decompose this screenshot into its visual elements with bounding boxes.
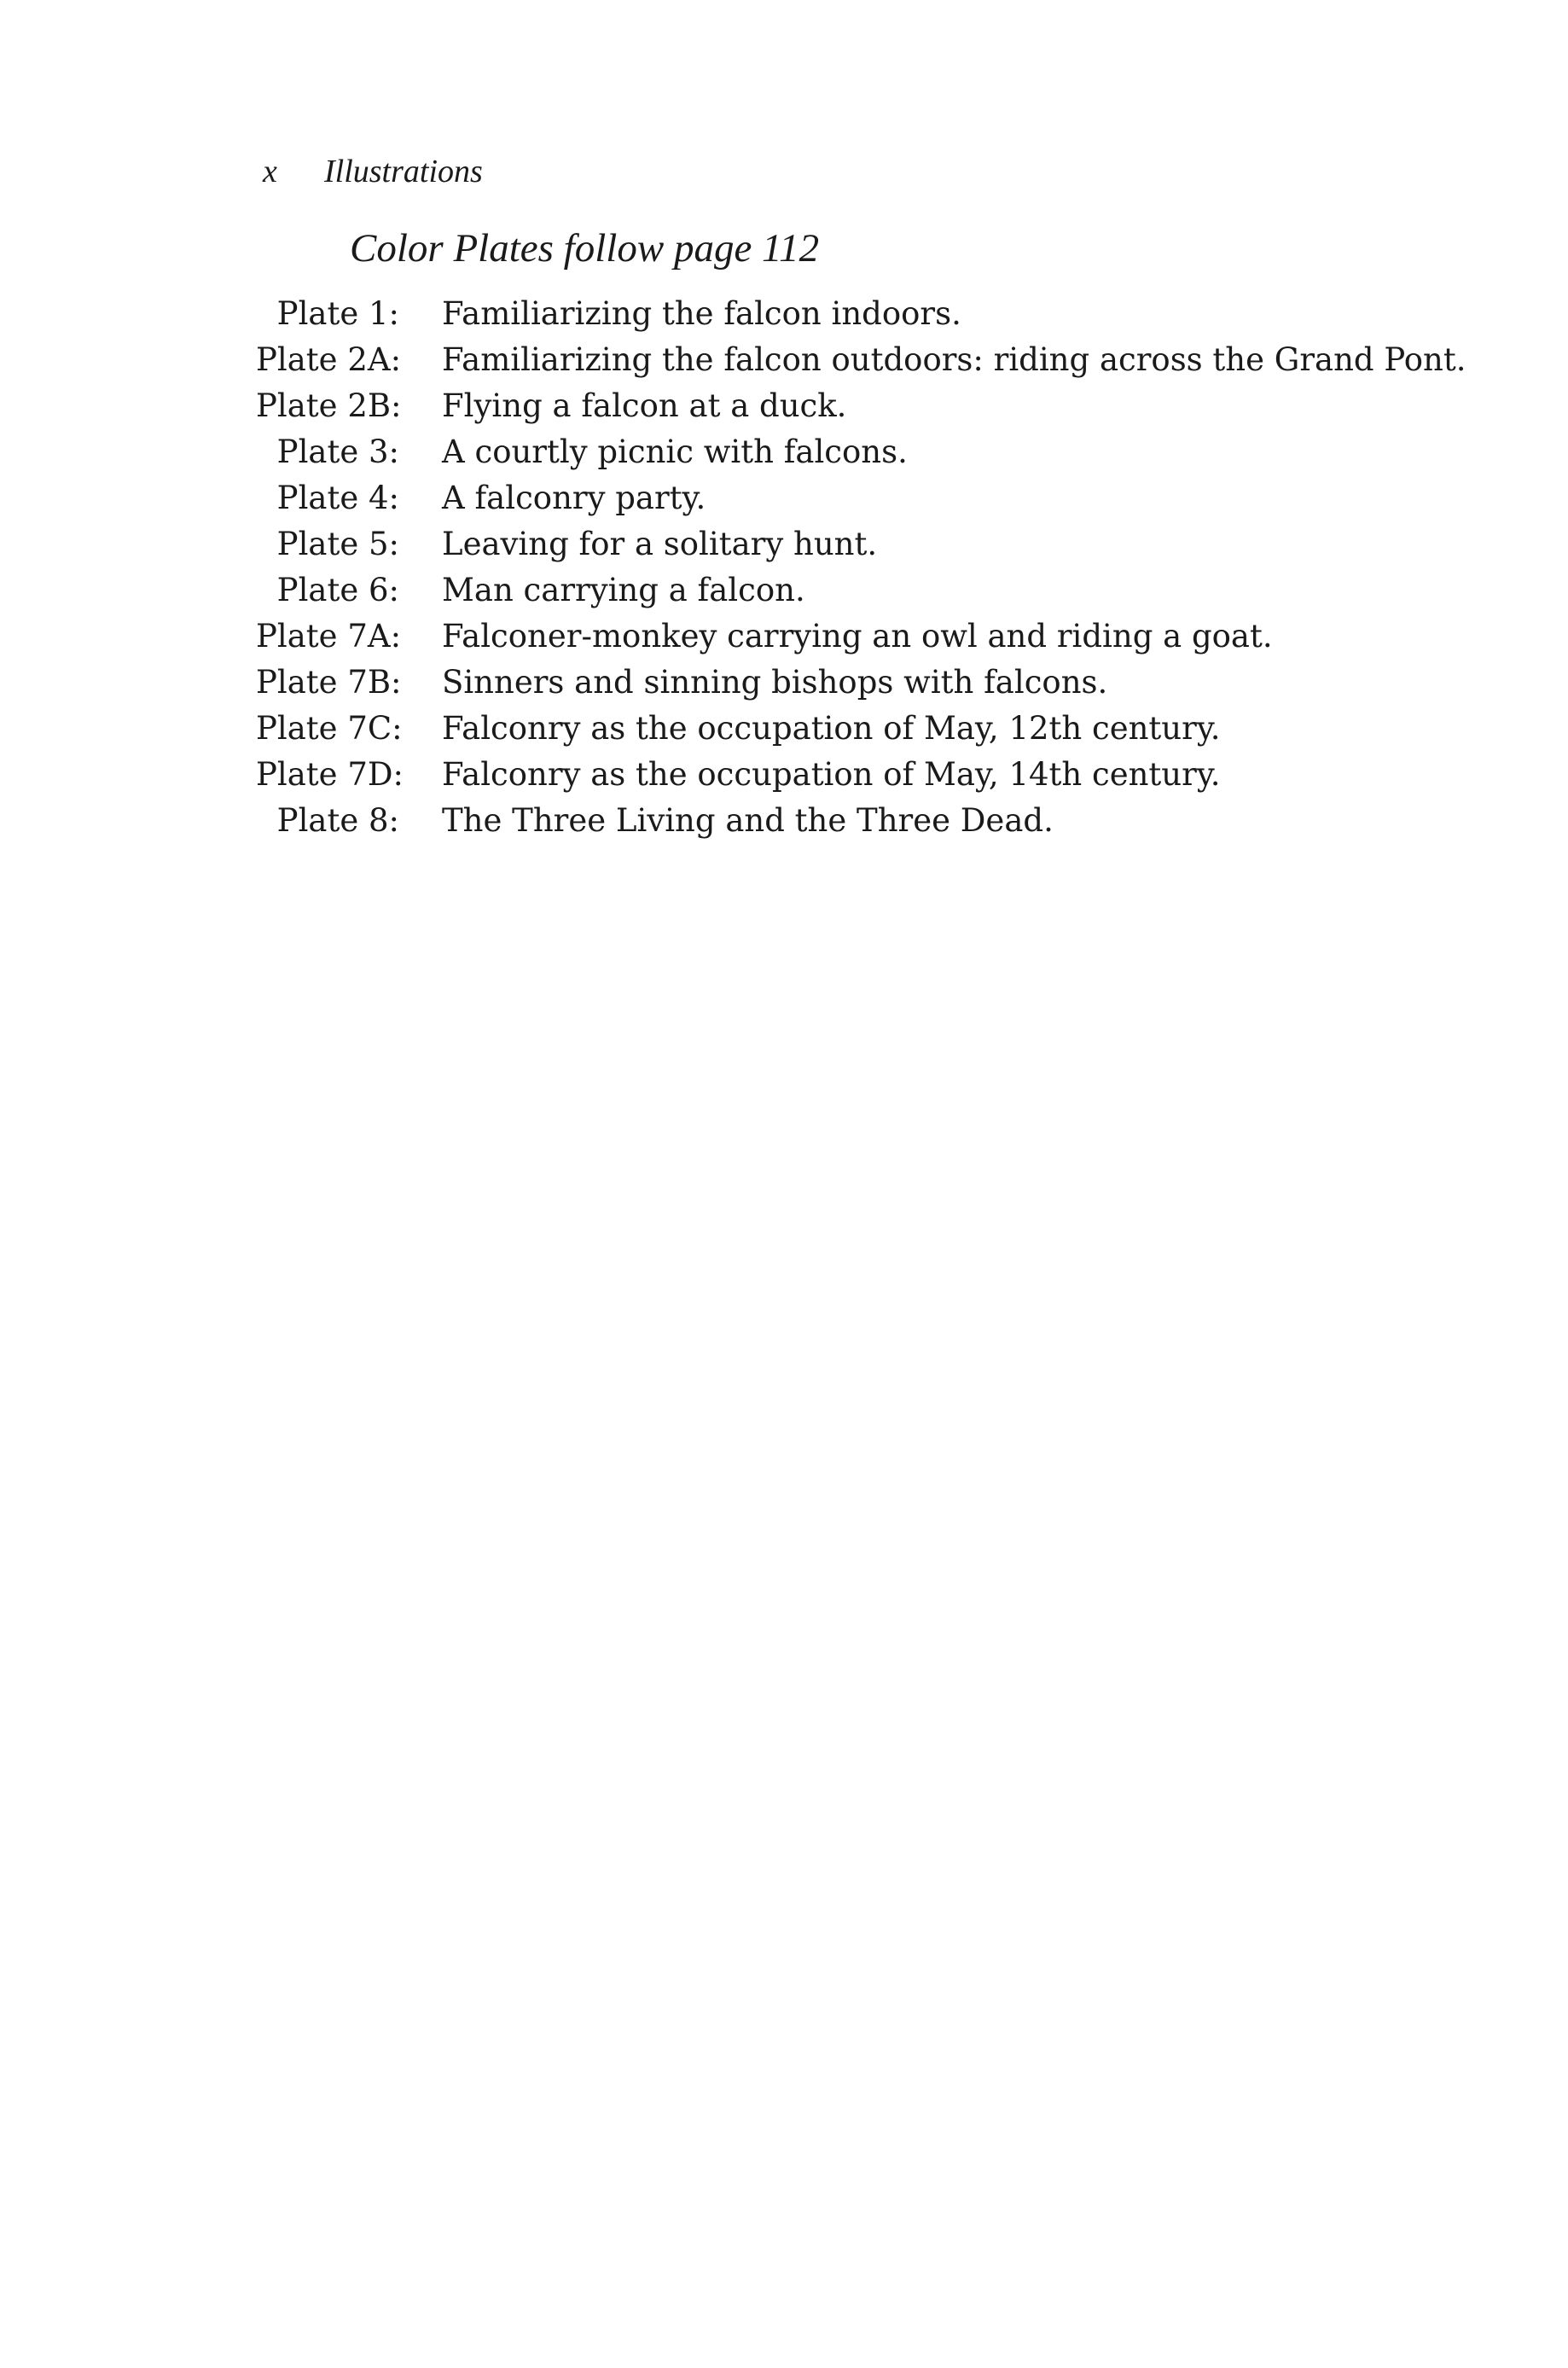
plate-label: Plate 8: xyxy=(276,801,399,839)
plate-caption: The Three Living and the Three Dead. xyxy=(442,801,1054,839)
plate-row xyxy=(256,705,1466,751)
plate-caption: Falconry as the occupation of May, 14th century. xyxy=(442,755,1221,793)
plate-row xyxy=(256,290,1466,336)
plate-label: Plate 6: xyxy=(276,571,399,608)
plate-label: Plate 2B: xyxy=(256,387,402,424)
plate-label: Plate 7B: xyxy=(256,663,402,701)
plate-caption: Falconry as the occupation of May, 12th century. xyxy=(442,709,1221,747)
section-title: Color Plates follow page 112 xyxy=(350,226,820,271)
plate-caption: Leaving for a solitary hunt. xyxy=(442,525,878,562)
plate-label: Plate 4: xyxy=(276,479,399,516)
plate-list xyxy=(256,290,1466,843)
plate-label: Plate 2A: xyxy=(256,340,402,378)
plate-caption: Familiarizing the falcon outdoors: riding across the Grand Pont. xyxy=(442,340,1466,378)
plate-caption: Familiarizing the falcon indoors. xyxy=(442,294,961,332)
plate-row xyxy=(256,474,1466,521)
plate-caption: Falconer-monkey carrying an owl and riding a goat. xyxy=(442,617,1273,655)
plate-label: Plate 1: xyxy=(276,294,399,332)
running-head-title: Illustrations xyxy=(324,154,483,189)
plate-caption: Sinners and sinning bishops with falcons. xyxy=(442,663,1108,701)
plate-caption: A falconry party. xyxy=(442,479,706,516)
plate-row xyxy=(256,336,1466,382)
plate-row xyxy=(256,613,1466,659)
plate-row xyxy=(256,428,1466,474)
plate-label: Plate 7C: xyxy=(256,709,403,747)
plate-row xyxy=(256,567,1466,613)
plate-caption: Man carrying a falcon. xyxy=(442,571,805,608)
plate-row xyxy=(256,751,1466,797)
plate-caption: Flying a falcon at a duck. xyxy=(442,387,847,424)
plate-label: Plate 7D: xyxy=(256,755,404,793)
plate-row xyxy=(256,521,1466,567)
plate-label: Plate 3: xyxy=(276,433,399,470)
page-number: x xyxy=(263,154,277,189)
plate-label: Plate 7A: xyxy=(256,617,402,655)
plate-row xyxy=(256,659,1466,705)
plate-caption: A courtly picnic with falcons. xyxy=(442,433,908,470)
plate-row xyxy=(256,797,1466,843)
plate-row xyxy=(256,382,1466,428)
plate-label: Plate 5: xyxy=(276,525,399,562)
running-head xyxy=(263,152,483,191)
